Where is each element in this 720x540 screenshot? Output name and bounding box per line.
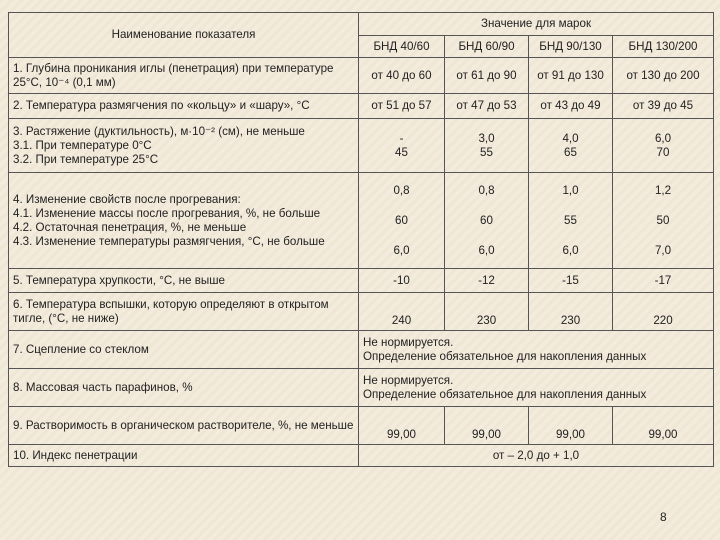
row-label: 7. Сцепление со стеклом (9, 331, 359, 369)
row-label: 2. Температура размягчения по «кольцу» и «шару», °С (9, 94, 359, 119)
row-value: 99,00 (613, 407, 714, 445)
row-merged-value (359, 369, 714, 407)
value-line: - (399, 131, 404, 145)
row-label: 9. Растворимость в органическом растворителе, %, не меньше (9, 407, 359, 445)
table-row (9, 119, 714, 173)
table-row (9, 407, 714, 445)
row-label-line: 4.3. Изменение температуры размягчения, °С, не больше (13, 234, 325, 248)
row-label: 5. Температура хрупкости, °С, не выше (9, 269, 359, 293)
value-line: 60 (480, 213, 493, 227)
row-value: от 130 до 200 (613, 58, 714, 94)
row-value (613, 119, 714, 173)
table-row (9, 331, 714, 369)
row-label: 8. Массовая часть парафинов, % (9, 369, 359, 407)
row-label: 10. Индекс пенетрации (9, 445, 359, 467)
header-row-1 (9, 13, 714, 36)
value-line: 1,2 (654, 183, 672, 197)
row-value: -15 (529, 269, 613, 293)
value-line: 6,0 (654, 131, 672, 145)
value-line: Не нормируется. (363, 373, 454, 387)
row-value (529, 173, 613, 269)
table-row (9, 445, 714, 467)
value-line: 6,0 (393, 243, 410, 257)
table-row (9, 369, 714, 407)
row-value: от 43 до 49 (529, 94, 613, 119)
row-value (359, 119, 445, 173)
row-value: 230 (529, 293, 613, 331)
row-value: от 91 до 130 (529, 58, 613, 94)
row-label-line: 3.1. При температуре 0°С (13, 138, 152, 152)
header-grade: БНД 40/60 (359, 36, 445, 58)
row-merged-value (359, 331, 714, 369)
value-line: 50 (656, 213, 670, 227)
row-label (9, 119, 359, 173)
header-grade: БНД 90/130 (529, 36, 613, 58)
row-label (9, 173, 359, 269)
value-line: 55 (564, 213, 577, 227)
row-value: от 51 до 57 (359, 94, 445, 119)
value-line: 7,0 (654, 243, 672, 257)
header-grade: БНД 130/200 (613, 36, 714, 58)
value-line: 70 (656, 145, 670, 159)
row-label-line: 4.1. Изменение массы после прогревания, %, не больше (13, 206, 321, 220)
row-merged-value: от – 2,0 до + 1,0 (359, 445, 714, 467)
table-row (9, 94, 714, 119)
value-line: Не нормируется. (363, 335, 454, 349)
value-line: 0,8 (393, 183, 410, 197)
table-row (9, 173, 714, 269)
row-value: -17 (613, 269, 714, 293)
row-value: от 47 до 53 (445, 94, 529, 119)
row-value: 240 (359, 293, 445, 331)
value-line: 6,0 (562, 243, 579, 257)
row-value (359, 173, 445, 269)
value-line: Определение обязательное для накопления данных (363, 387, 647, 401)
value-line: 45 (395, 145, 408, 159)
value-line: 6,0 (478, 243, 495, 257)
page-number: 8 (660, 510, 667, 524)
value-line: 1,0 (562, 183, 579, 197)
value-line: Определение обязательное для накопления данных (363, 349, 647, 363)
row-label-line: 3.2. При температуре 25°С (13, 152, 159, 166)
header-indicator: Наименование показателя (9, 13, 359, 58)
row-value: от 40 до 60 (359, 58, 445, 94)
row-value (445, 119, 529, 173)
row-label-line: 4. Изменение свойств после прогревания: (13, 192, 241, 206)
row-value: от 61 до 90 (445, 58, 529, 94)
table-row (9, 58, 714, 94)
value-line: 55 (480, 145, 493, 159)
table-row (9, 293, 714, 331)
header-group: Значение для марок (359, 13, 714, 36)
row-value: -10 (359, 269, 445, 293)
row-value (613, 173, 714, 269)
value-line: 0,8 (478, 183, 495, 197)
header-grade: БНД 60/90 (445, 36, 529, 58)
row-value (529, 119, 613, 173)
value-line: 60 (395, 213, 408, 227)
row-label: 1. Глубина проникания иглы (пенетрация) при температуре 25°С, 10⁻⁴ (0,1 мм) (9, 58, 359, 94)
value-line: 4,0 (562, 131, 579, 145)
row-value (445, 173, 529, 269)
row-label-line: 3. Растяжение (дуктильность), м·10⁻² (см), не меньше (13, 124, 305, 138)
row-value: от 39 до 45 (613, 94, 714, 119)
row-value: -12 (445, 269, 529, 293)
value-line: 65 (564, 145, 577, 159)
row-value: 220 (613, 293, 714, 331)
row-label-line: 4.2. Остаточная пенетрация, %, не меньше (13, 220, 247, 234)
row-value: 99,00 (529, 407, 613, 445)
row-label: 6. Температура вспышки, которую определяют в открытом тигле, (°С, не ниже) (9, 293, 359, 331)
table-row (9, 269, 714, 293)
row-value: 230 (445, 293, 529, 331)
row-value: 99,00 (445, 407, 529, 445)
bitumen-properties-table (8, 12, 714, 467)
row-value: 99,00 (359, 407, 445, 445)
value-line: 3,0 (478, 131, 495, 145)
